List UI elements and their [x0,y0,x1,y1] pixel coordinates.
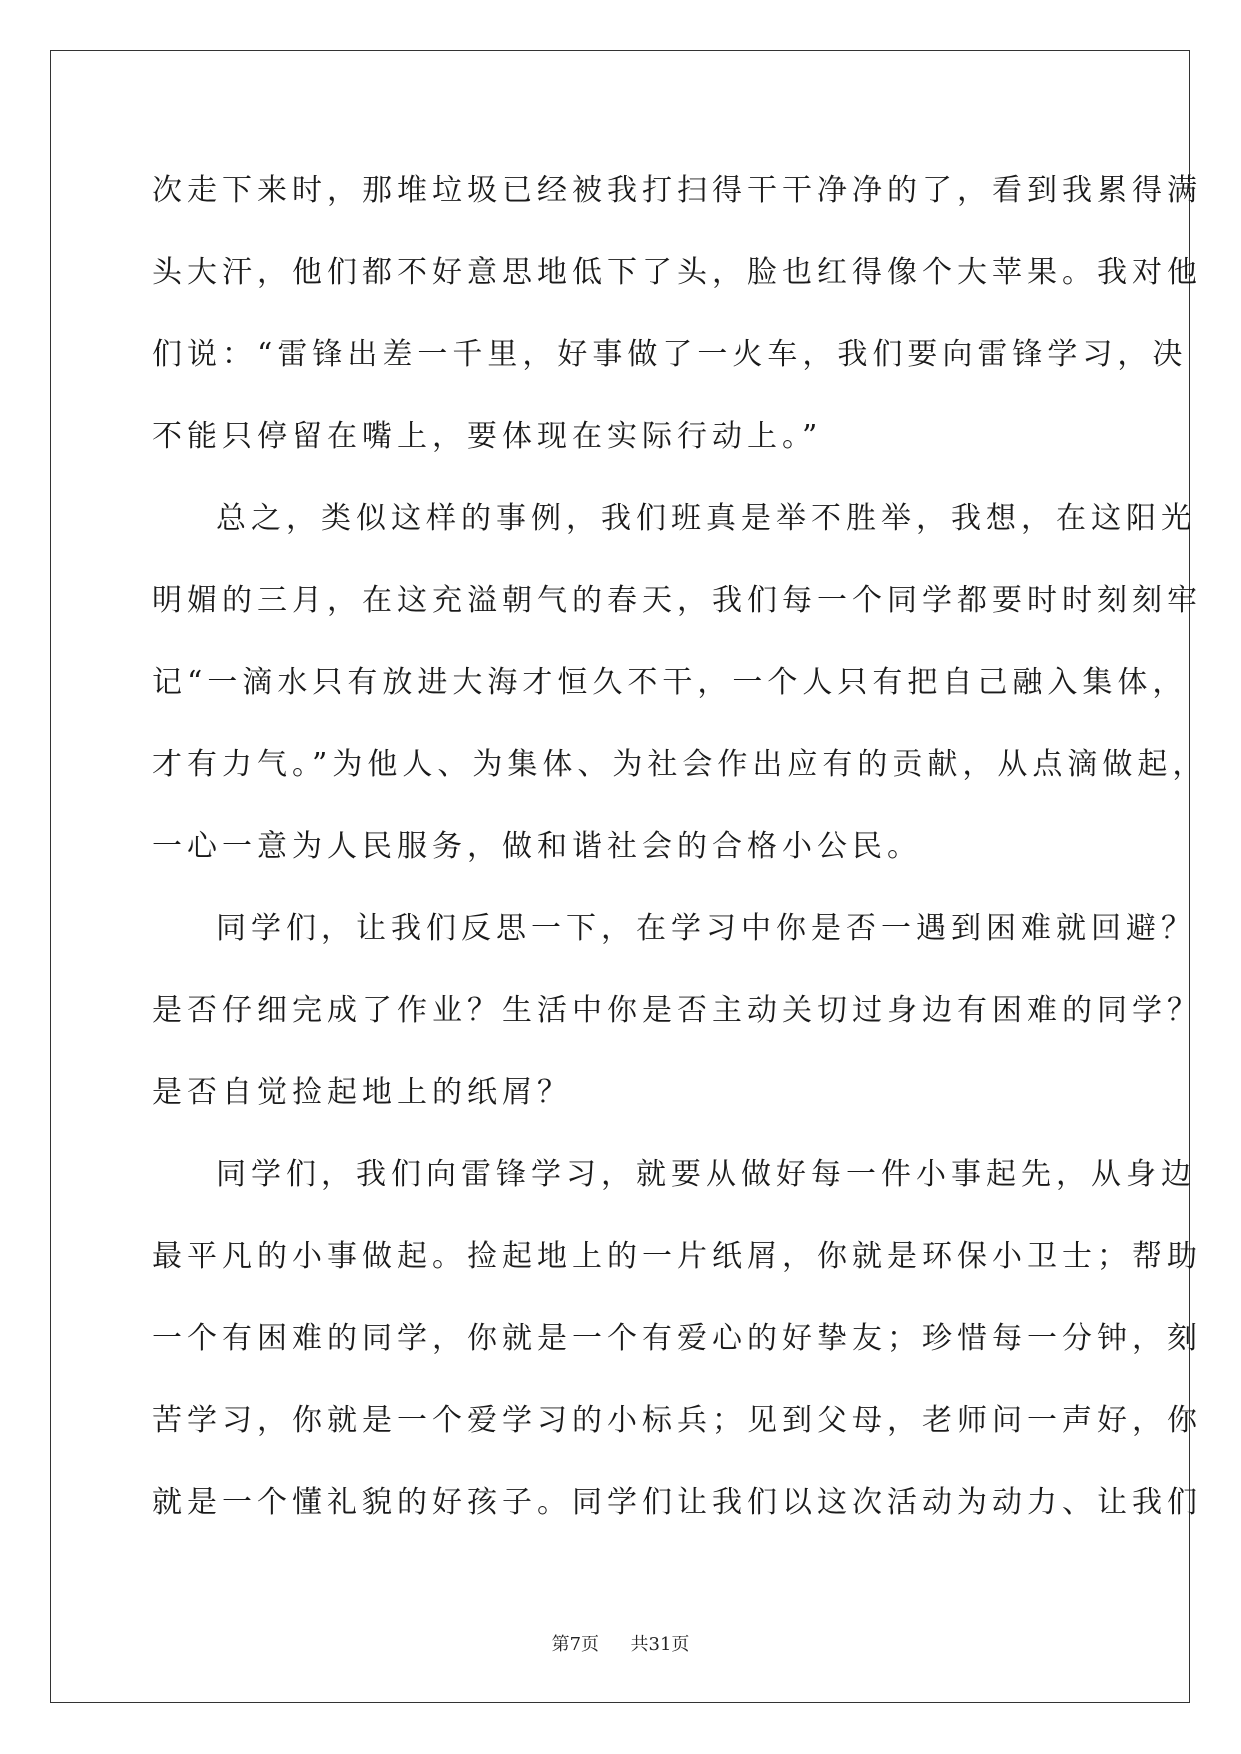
text-line: 是否仔细完成了作业？生活中你是否主动关切过身边有困难的同学？ [152,993,1202,1028]
text-line-paragraph-start: 总之，类似这样的事例，我们班真是举不胜举，我想，在这阳光 [216,501,1196,536]
text-line-paragraph-start: 同学们，让我们反思一下，在学习中你是否一遇到困难就回避？ [216,911,1196,946]
text-line-paragraph-start: 同学们，我们向雷锋学习，就要从做好每一件小事起先，从身边 [216,1157,1196,1192]
document-body [152,150,1208,1544]
text-line: 就是一个懂礼貌的好孩子。同学们让我们以这次活动为动力、让我们 [152,1485,1202,1520]
text-line: 记“一滴水只有放进大海才恒久不干，一个人只有把自己融入集体， [152,665,1188,700]
text-line: 不能只停留在嘴上，要体现在实际行动上。” [152,419,823,454]
text-line: 头大汗，他们都不好意思地低下了头，脸也红得像个大苹果。我对他 [152,255,1202,290]
text-line: 次走下来时，那堆垃圾已经被我打扫得干干净净的了，看到我累得满 [152,173,1202,208]
text-line: 是否自觉捡起地上的纸屑？ [152,1075,572,1110]
page-footer [0,1630,1241,1656]
text-line: 明媚的三月，在这充溢朝气的春天，我们每一个同学都要时时刻刻牢 [152,583,1202,618]
page-total: 共31页 [630,1634,690,1655]
text-line: 最平凡的小事做起。捡起地上的一片纸屑，你就是环保小卫士；帮助 [152,1239,1202,1274]
page-number: 第7页 [551,1634,600,1655]
text-line: 们说：“雷锋出差一千里，好事做了一火车，我们要向雷锋学习，决 [152,337,1188,372]
text-line: 一个有困难的同学，你就是一个有爱心的好挚友；珍惜每一分钟，刻 [152,1321,1202,1356]
text-line: 苦学习，你就是一个爱学习的小标兵；见到父母，老师问一声好，你 [152,1403,1202,1438]
text-line: 一心一意为人民服务，做和谐社会的合格小公民。 [152,829,922,864]
text-line: 才有力气。”为他人、为集体、为社会作出应有的贡献，从点滴做起， [152,747,1208,782]
